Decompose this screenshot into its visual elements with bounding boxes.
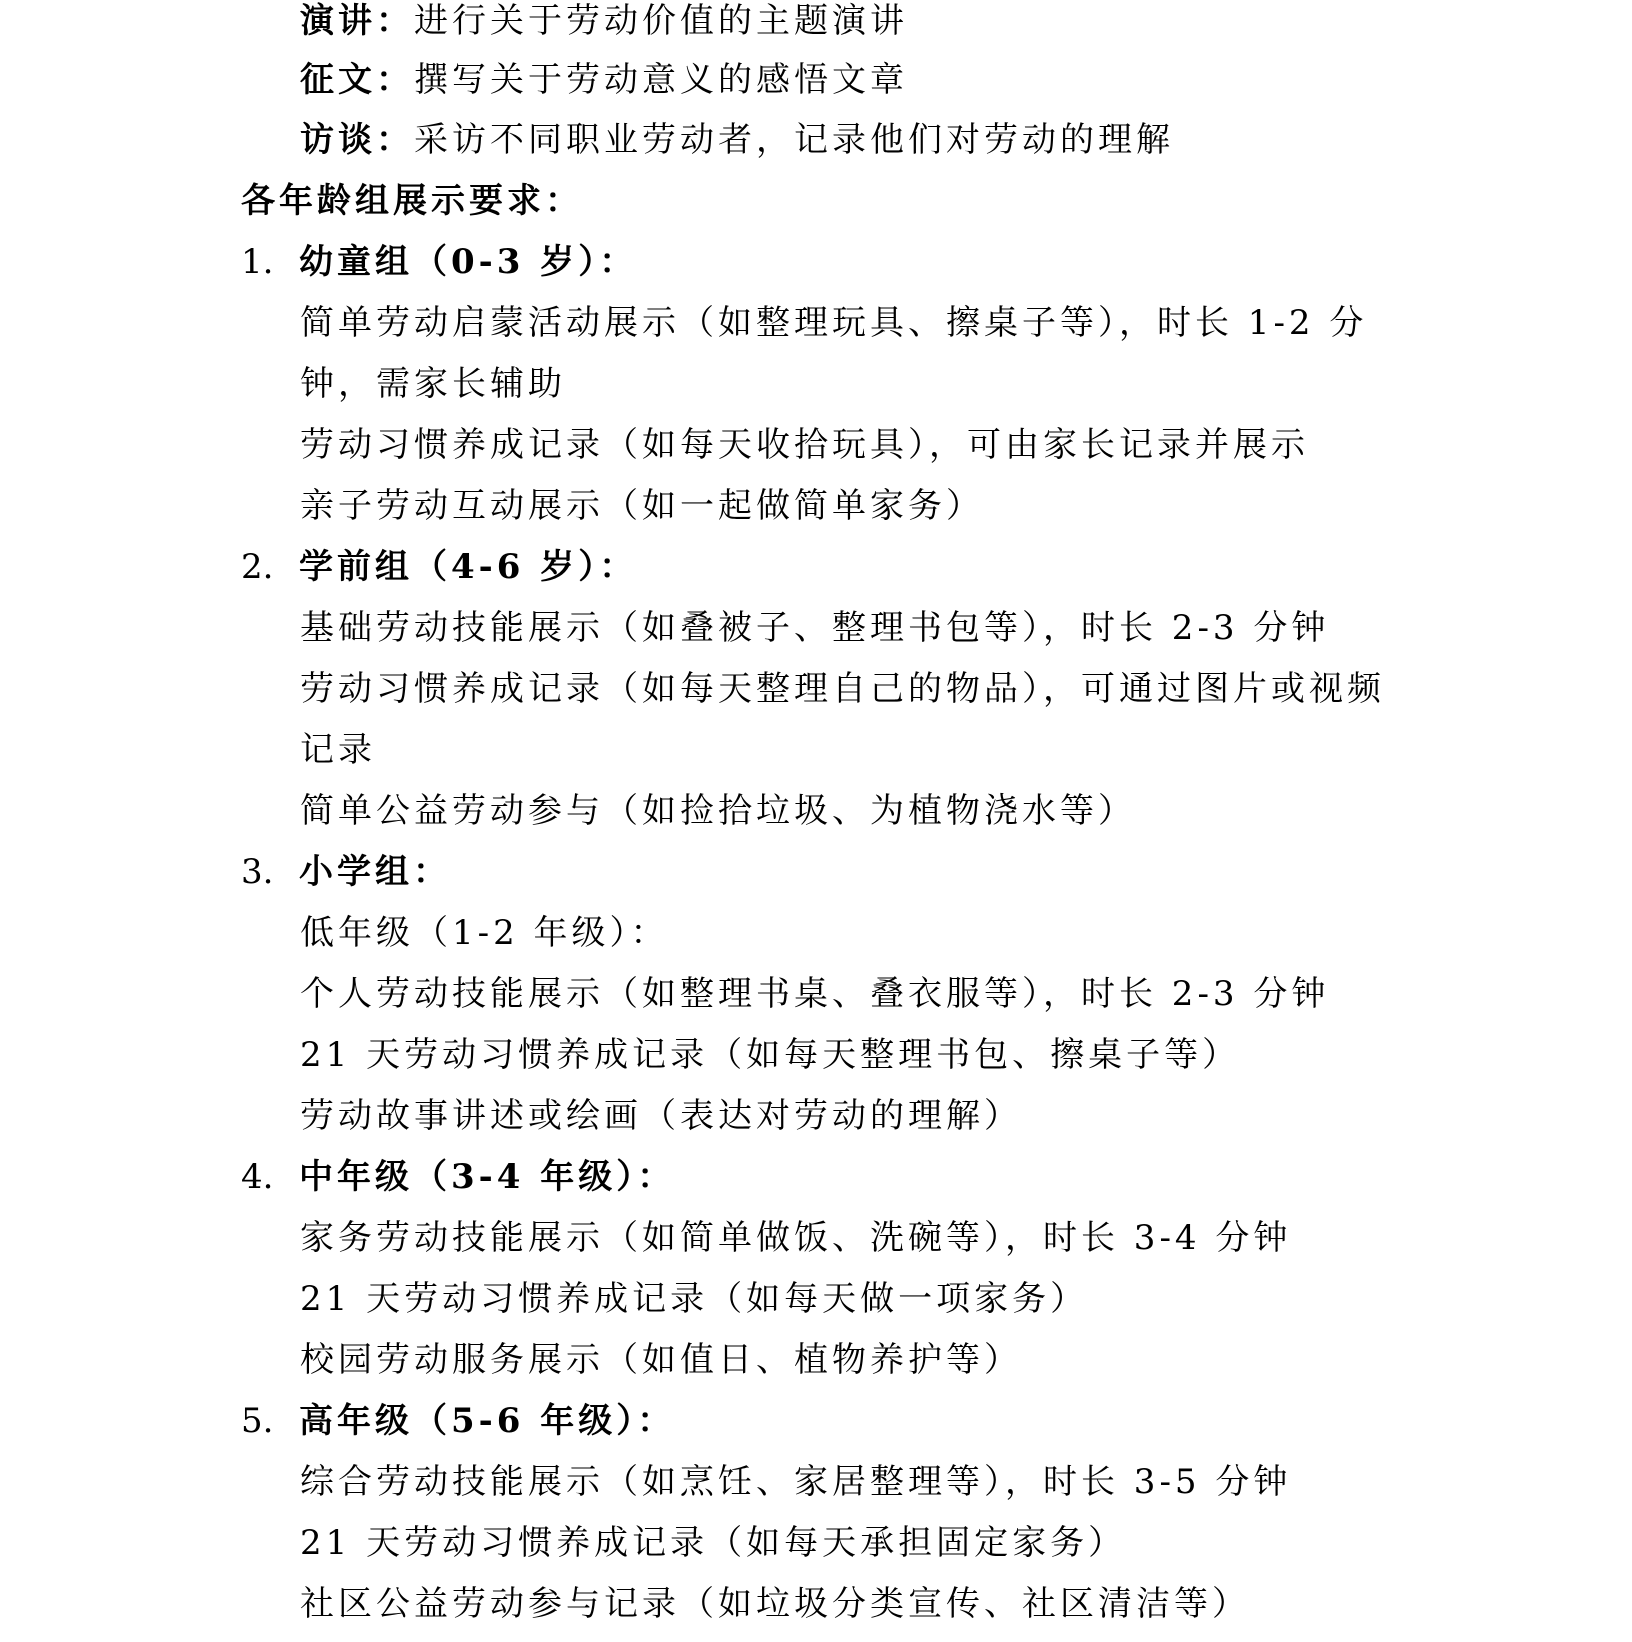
- intro-text: 进行关于劳动价值的主题演讲: [414, 1, 908, 41]
- group-title: 幼童组（0-3 岁）：: [299, 242, 638, 282]
- intro-term: 演讲：: [300, 1, 414, 41]
- group-line: 校园劳动服务展示（如值日、植物养护等）: [300, 1340, 1022, 1380]
- group-line: 21 天劳动习惯养成记录（如每天承担固定家务）: [300, 1523, 1127, 1563]
- group-title: 小学组：: [299, 852, 451, 892]
- group-line: 综合劳动技能展示（如烹饪、家居整理等），时长 3-5 分钟: [300, 1462, 1292, 1502]
- group-line: 钟，需家长辅助: [300, 364, 566, 404]
- intro-item-interview: [300, 110, 1174, 171]
- group-number: 1.: [241, 242, 274, 282]
- group-heading-preschool: [241, 537, 637, 598]
- group-heading-primary: [241, 842, 451, 903]
- group-heading-upper-grade: [241, 1391, 675, 1452]
- group-line: 社区公益劳动参与记录（如垃圾分类宣传、社区清洁等）: [300, 1584, 1250, 1624]
- group-title: 中年级（3-4 年级）：: [299, 1157, 676, 1197]
- group-line: 劳动习惯养成记录（如每天收拾玩具），可由家长记录并展示: [300, 425, 1309, 465]
- intro-term: 征文：: [300, 60, 414, 100]
- group-line: 劳动故事讲述或绘画（表达对劳动的理解）: [300, 1096, 1022, 1136]
- group-number: 4.: [241, 1157, 274, 1197]
- group-heading-toddler: [241, 232, 637, 293]
- group-line: 亲子劳动互动展示（如一起做简单家务）: [300, 486, 984, 526]
- group-line: 个人劳动技能展示（如整理书桌、叠衣服等），时长 2-3 分钟: [300, 974, 1330, 1014]
- group-line: 21 天劳动习惯养成记录（如每天整理书包、擦桌子等）: [300, 1035, 1241, 1075]
- section-title: 各年龄组展示要求：: [241, 181, 583, 221]
- intro-item-speech: [300, 0, 908, 52]
- intro-term: 访谈：: [300, 120, 414, 160]
- group-line: 基础劳动技能展示（如叠被子、整理书包等），时长 2-3 分钟: [300, 608, 1330, 648]
- group-line: 低年级（1-2 年级）：: [300, 913, 669, 953]
- group-number: 5.: [241, 1401, 274, 1441]
- group-heading-middle-grade: [241, 1147, 675, 1208]
- group-line: 劳动习惯养成记录（如每天整理自己的物品），可通过图片或视频: [300, 669, 1385, 709]
- group-title: 高年级（5-6 年级）：: [299, 1401, 676, 1441]
- group-line: 家务劳动技能展示（如简单做饭、洗碗等），时长 3-4 分钟: [300, 1218, 1292, 1258]
- group-line: 简单劳动启蒙活动展示（如整理玩具、擦桌子等），时长 1-2 分: [300, 303, 1368, 343]
- group-line: 21 天劳动习惯养成记录（如每天做一项家务）: [300, 1279, 1089, 1319]
- group-line: 记录: [300, 730, 376, 770]
- intro-text: 撰写关于劳动意义的感悟文章: [414, 60, 908, 100]
- group-line: 简单公益劳动参与（如捡拾垃圾、为植物浇水等）: [300, 791, 1136, 831]
- group-number: 3.: [241, 852, 274, 892]
- group-number: 2.: [241, 547, 274, 587]
- intro-text: 采访不同职业劳动者，记录他们对劳动的理解: [414, 120, 1174, 160]
- group-title: 学前组（4-6 岁）：: [299, 547, 638, 587]
- intro-item-essay: [300, 50, 908, 111]
